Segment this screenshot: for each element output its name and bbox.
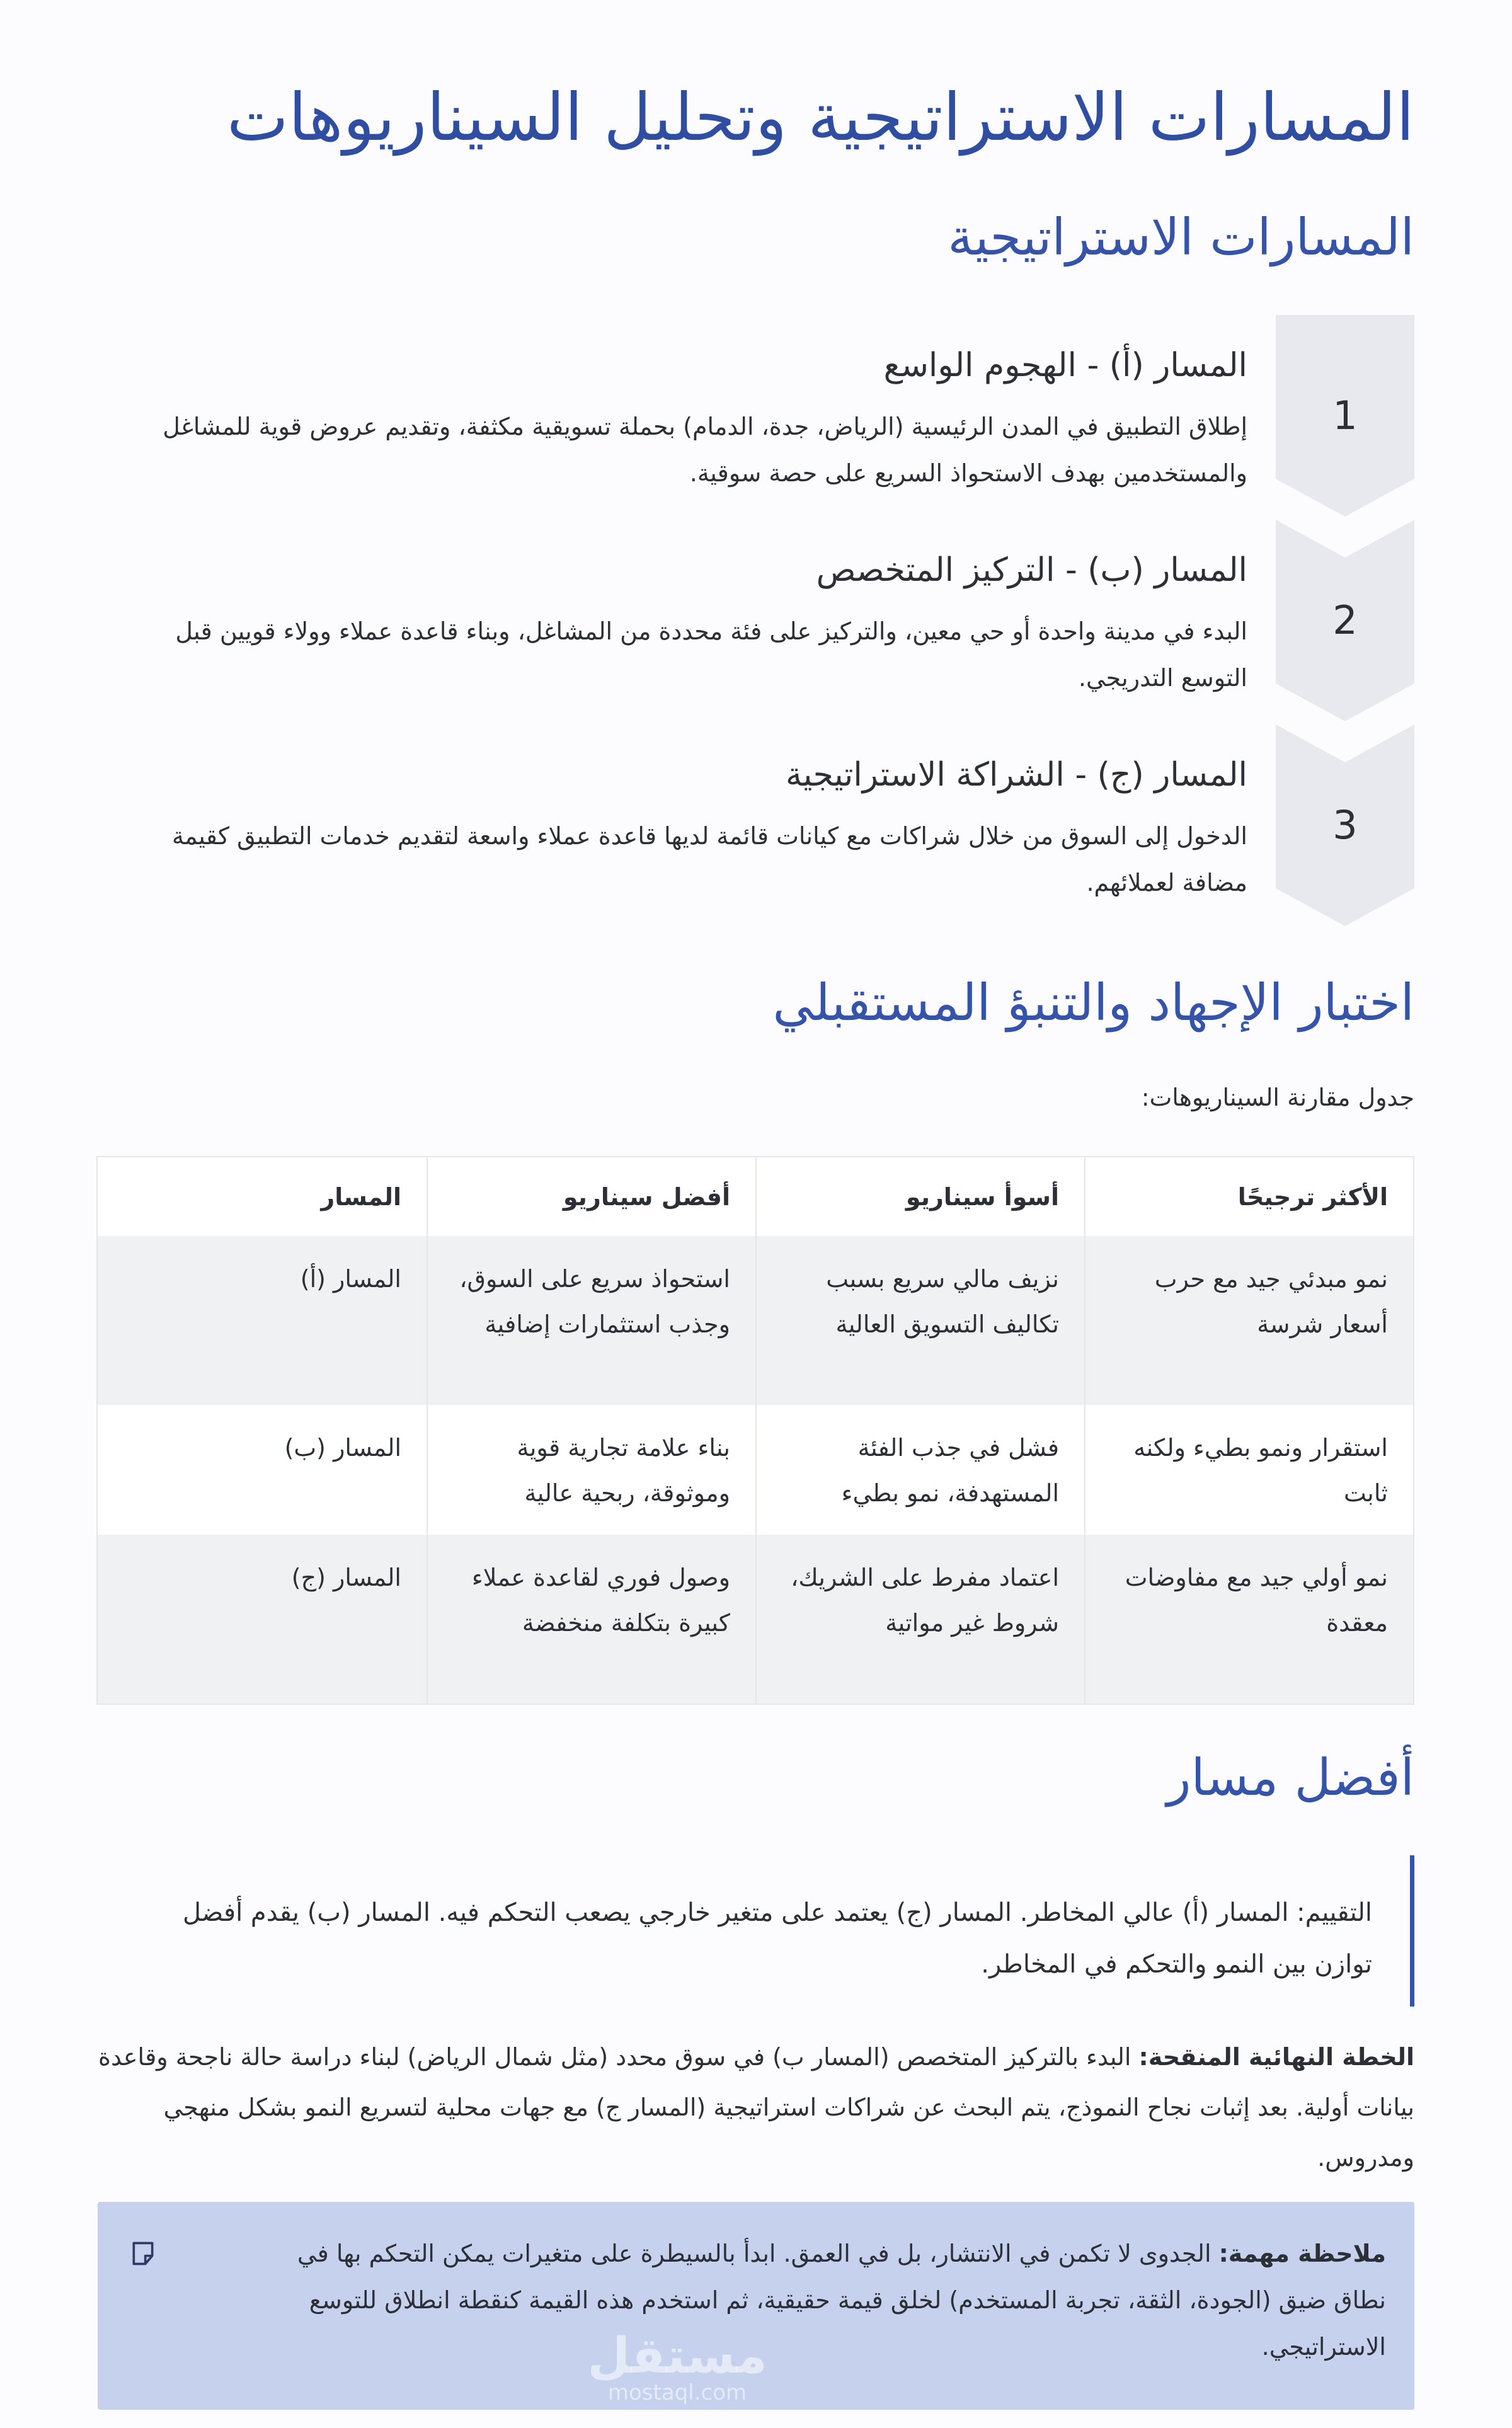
chevron-step-marker bbox=[1276, 724, 1414, 926]
table-cell: استحواذ سريع على السوق، وجذب استثمارات إضافية bbox=[427, 1236, 756, 1405]
important-note-callout bbox=[98, 2202, 1414, 2410]
page-title: المسارات الاستراتيجية وتحليل السيناريوهات bbox=[227, 79, 1414, 156]
table-row bbox=[97, 1405, 1414, 1535]
table-caption: جدول مقارنة السيناريوهات: bbox=[1141, 1084, 1414, 1111]
final-plan-label: الخطة النهائية المنقحة: bbox=[1138, 2043, 1414, 2071]
final-plan-paragraph bbox=[98, 2032, 1414, 2183]
note-text bbox=[258, 2230, 1386, 2370]
table-row bbox=[97, 1535, 1414, 1704]
table-cell: فشل في جذب الفئة المستهدفة، نمو بطيء bbox=[756, 1405, 1085, 1535]
chevron-step-marker bbox=[1276, 315, 1414, 517]
path-item bbox=[98, 315, 1414, 517]
column-header: أسوأ سيناريو bbox=[756, 1157, 1085, 1236]
table-cell: اعتماد مفرط على الشريك، شروط غير مواتية bbox=[756, 1535, 1085, 1704]
column-header: الأكثر ترجيحًا bbox=[1085, 1157, 1414, 1236]
path-number: 3 bbox=[1332, 802, 1358, 848]
path-item bbox=[98, 520, 1414, 721]
paths-heading: المسارات الاستراتيجية bbox=[948, 208, 1414, 266]
stress-test-heading: اختبار الإجهاد والتنبؤ المستقبلي bbox=[772, 973, 1414, 1032]
table-cell: المسار (ج) bbox=[97, 1535, 427, 1704]
path-title: المسار (أ) - الهجوم الواسع bbox=[883, 346, 1247, 384]
path-number: 2 bbox=[1332, 597, 1358, 643]
evaluation-blockquote bbox=[137, 1855, 1414, 2007]
table-cell: نمو مبدئي جيد مع حرب أسعار شرسة bbox=[1085, 1236, 1414, 1405]
path-description: الدخول إلى السوق من خلال شراكات مع كيانات قائمة لديها قاعدة عملاء واسعة لتقديم خدمات التطبيق كقيمة مضافة لعملائهم. bbox=[171, 822, 1247, 896]
evaluation-text: التقييم: المسار (أ) عالي المخاطر. المسار (ج) يعتمد على متغير خارجي يصعب التحكم فيه. المسار (ب) يقدم أفضل توازن بين النمو والتحكم في المخاطر. bbox=[183, 1898, 1372, 1979]
path-description: إطلاق التطبيق في المدن الرئيسية (الرياض، جدة، الدمام) بحملة تسويقية مكثفة، وتقديم عروض قوية للمشاغل والمستخدمين بهدف الاستحواذ السريع على حصة سوقية. bbox=[163, 413, 1247, 487]
table-cell: استقرار ونمو بطيء ولكنه ثابت bbox=[1085, 1405, 1414, 1535]
table-row bbox=[97, 1236, 1414, 1405]
table-cell: نمو أولي جيد مع مفاوضات معقدة bbox=[1085, 1535, 1414, 1704]
best-path-heading: أفضل مسار bbox=[1166, 1748, 1414, 1807]
watermark-logo: مستقل bbox=[587, 2328, 767, 2385]
final-plan-text: البدء بالتركيز المتخصص (المسار ب) في سوق محدد (مثل شمال الرياض) لبناء دراسة حالة ناجحة وقاعدة بيانات أولية. بعد إثبات نجاح النموذج، يتم البحث عن شراكات استراتيجية (المسار ج) مع جهات محلية لتسريع النمو بشكل منهجي ومدروس. bbox=[98, 2043, 1414, 2172]
note-label: ملاحظة مهمة: bbox=[1218, 2240, 1386, 2267]
path-item bbox=[98, 724, 1414, 926]
scenario-comparison-table bbox=[96, 1156, 1414, 1705]
chevron-step-marker bbox=[1276, 520, 1414, 721]
table-cell: وصول فوري لقاعدة عملاء كبيرة بتكلفة منخفضة bbox=[427, 1535, 756, 1704]
path-title: المسار (ب) - التركيز المتخصص bbox=[816, 551, 1247, 589]
note-body: الجدوى لا تكمن في الانتشار، بل في العمق. ابدأ بالسيطرة على متغيرات يمكن التحكم بها في نطاق ضيق (الجودة، الثقة، تجربة المستخدم) لخلق قيمة حقيقية، ثم استخدم هذه القيمة كنقطة انطلاق للتوسع الاستراتيجي. bbox=[297, 2240, 1386, 2361]
column-header: المسار bbox=[97, 1157, 427, 1236]
table-cell: المسار (أ) bbox=[97, 1236, 427, 1405]
path-number: 1 bbox=[1332, 392, 1358, 438]
table-cell: المسار (ب) bbox=[97, 1405, 427, 1535]
table-header-row bbox=[97, 1157, 1414, 1236]
column-header: أفضل سيناريو bbox=[427, 1157, 756, 1236]
path-description: البدء في مدينة واحدة أو حي معين، والتركيز على فئة محددة من المشاغل، وبناء قاعدة عملاء وولاء قويين قبل التوسع التدريجي. bbox=[175, 617, 1247, 692]
sticky-note-icon bbox=[129, 2240, 157, 2267]
table-cell: نزيف مالي سريع بسبب تكاليف التسويق العالية bbox=[756, 1236, 1085, 1405]
path-title: المسار (ج) - الشراكة الاستراتيجية bbox=[786, 756, 1247, 794]
table-cell: بناء علامة تجارية قوية وموثوقة، ربحية عالية bbox=[427, 1405, 756, 1535]
watermark-url: mostaql.com bbox=[607, 2380, 747, 2405]
